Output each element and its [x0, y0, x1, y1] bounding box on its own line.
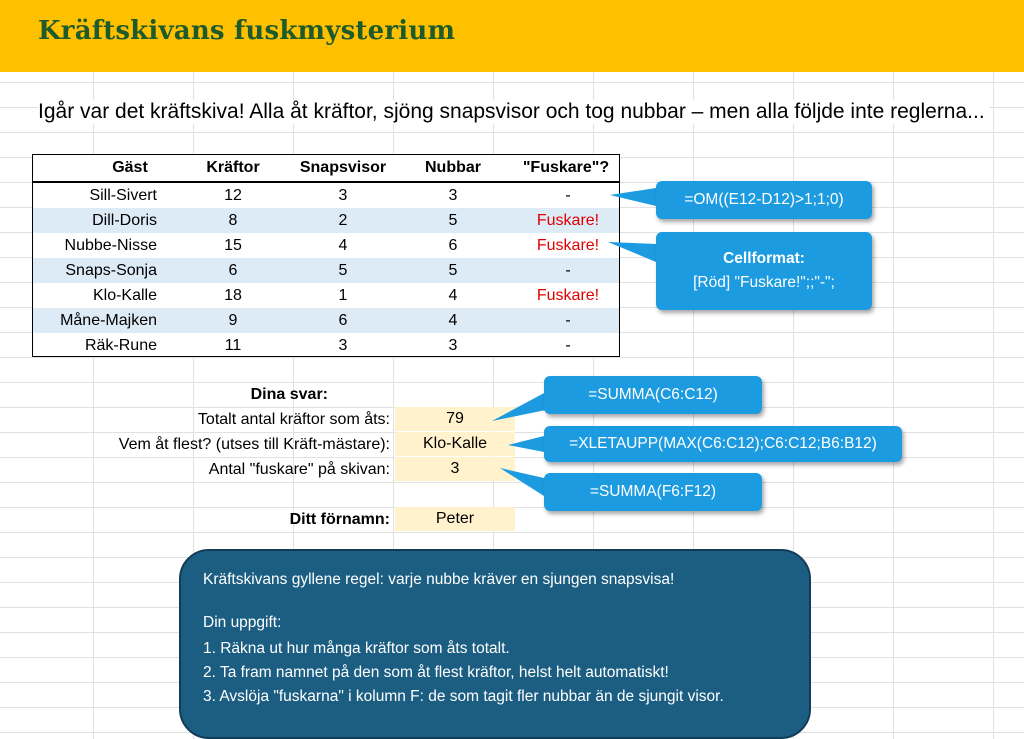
cell-cheater[interactable]: -: [565, 337, 571, 354]
table-row: [33, 208, 619, 233]
instructions-box: [179, 549, 811, 739]
cell-shots[interactable]: 5: [448, 262, 458, 279]
page-title: Kräftskivans fuskmysterium: [38, 16, 456, 46]
cell-shots[interactable]: 4: [448, 312, 458, 329]
cell-cheater[interactable]: -: [565, 262, 571, 279]
callout-sum-c-text: =SUMMA(C6:C12): [588, 386, 718, 403]
callout-xlookup-text: =XLETAUPP(MAX(C6:C12);C6:C12;B6:B12): [569, 435, 877, 452]
cell-crayfish[interactable]: 15: [224, 237, 242, 254]
cheaters-label: Antal "fuskare" på skivan:: [208, 461, 390, 478]
table-row: [33, 333, 619, 358]
cell-songs[interactable]: 3: [338, 187, 348, 204]
task-item: 2. Ta fram namnet på den som åt flest kräftor, helst helt automatiskt!: [203, 664, 669, 681]
cell-songs[interactable]: 6: [338, 312, 348, 329]
cell-crayfish[interactable]: 6: [228, 262, 238, 279]
golden-rule: Kräftskivans gyllene regel: varje nubbe kräver en sjungen snapsvisa!: [203, 571, 675, 588]
cell-cheater[interactable]: Fuskare!: [536, 212, 600, 229]
task-item: 3. Avslöja "fuskarna" i kolumn F: de som tagit fler nubbar än de sjungit visor.: [203, 688, 724, 705]
table-row: [33, 183, 619, 208]
cell-cheater[interactable]: Fuskare!: [536, 287, 600, 304]
callout-formula-f: [656, 181, 872, 219]
cell-crayfish[interactable]: 18: [224, 287, 242, 304]
task-item: 1. Räkna ut hur många kräftor som åts totalt.: [203, 640, 510, 657]
total-label: Totalt antal kräftor som åts:: [197, 411, 390, 428]
callout-formula-f-text: =OM((E12-D12)>1;1;0): [684, 191, 844, 208]
cell-songs[interactable]: 1: [338, 287, 348, 304]
cell-songs[interactable]: 2: [338, 212, 348, 229]
callout-format-value: [Röd] "Fuskare!";;"-";: [693, 274, 835, 291]
cell-shots[interactable]: 3: [448, 337, 458, 354]
cell-cheater[interactable]: Fuskare!: [536, 237, 600, 254]
cell-crayfish[interactable]: 8: [228, 212, 238, 229]
callout-format-title: Cellformat:: [723, 250, 805, 267]
cell-shots[interactable]: 6: [448, 237, 458, 254]
cell-guest[interactable]: Snaps-Sonja: [65, 262, 157, 279]
cell-guest[interactable]: Räk-Rune: [84, 337, 157, 354]
cell-guest[interactable]: Klo-Kalle: [92, 287, 157, 304]
most-eaten-label: Vem åt flest? (utses till Kräft-mästare):: [118, 436, 390, 453]
cell-songs[interactable]: 4: [338, 237, 348, 254]
cell-guest[interactable]: Sill-Sivert: [89, 187, 157, 204]
header-shots[interactable]: Nubbar: [425, 159, 481, 176]
title-banner: [0, 0, 1024, 72]
cell-guest[interactable]: Dill-Doris: [92, 212, 157, 229]
cell-crayfish[interactable]: 12: [224, 187, 242, 204]
table-row: [33, 308, 619, 333]
table-header: [33, 155, 619, 183]
callout-xlookup: [544, 426, 902, 462]
cell-guest[interactable]: Nubbe-Nisse: [64, 237, 157, 254]
cell-guest[interactable]: Måne-Majken: [60, 312, 157, 329]
cell-shots[interactable]: 3: [448, 187, 458, 204]
answers-heading: Dina svar:: [250, 386, 328, 403]
header-cheater[interactable]: "Fuskare"?: [522, 159, 610, 176]
cell-songs[interactable]: 5: [338, 262, 348, 279]
firstname-cell[interactable]: Peter: [395, 507, 515, 531]
cell-cheater[interactable]: -: [565, 187, 571, 204]
cell-cheater[interactable]: -: [565, 312, 571, 329]
table-row: [33, 233, 619, 258]
table-row: [33, 258, 619, 283]
callout-sum-f: [544, 473, 762, 511]
cheaters-count-cell[interactable]: 3: [395, 457, 515, 481]
cell-shots[interactable]: 4: [448, 287, 458, 304]
callout-sum-f-text: =SUMMA(F6:F12): [589, 483, 717, 500]
cell-crayfish[interactable]: 11: [224, 337, 242, 354]
cell-songs[interactable]: 3: [338, 337, 348, 354]
header-songs[interactable]: Snapsvisor: [299, 159, 387, 176]
firstname-label: Ditt förnamn:: [289, 511, 390, 528]
total-crayfish-cell[interactable]: 79: [395, 407, 515, 431]
cell-crayfish[interactable]: 9: [228, 312, 238, 329]
task-heading: Din uppgift:: [203, 614, 282, 631]
callout-sum-c: [544, 376, 762, 414]
table-row: [33, 283, 619, 308]
intro-text: Igår var det kräftskiva! Alla åt kräftor, sjöng snapsvisor och tog nubbar – men alla följde inte reglerna...: [38, 100, 989, 124]
guest-table: [32, 154, 620, 357]
cell-shots[interactable]: 5: [448, 212, 458, 229]
most-eaten-cell[interactable]: Klo-Kalle: [395, 432, 515, 456]
header-crayfish[interactable]: Kräftor: [206, 159, 260, 176]
header-guest[interactable]: Gäst: [112, 159, 148, 176]
callout-cell-format: [656, 232, 872, 310]
